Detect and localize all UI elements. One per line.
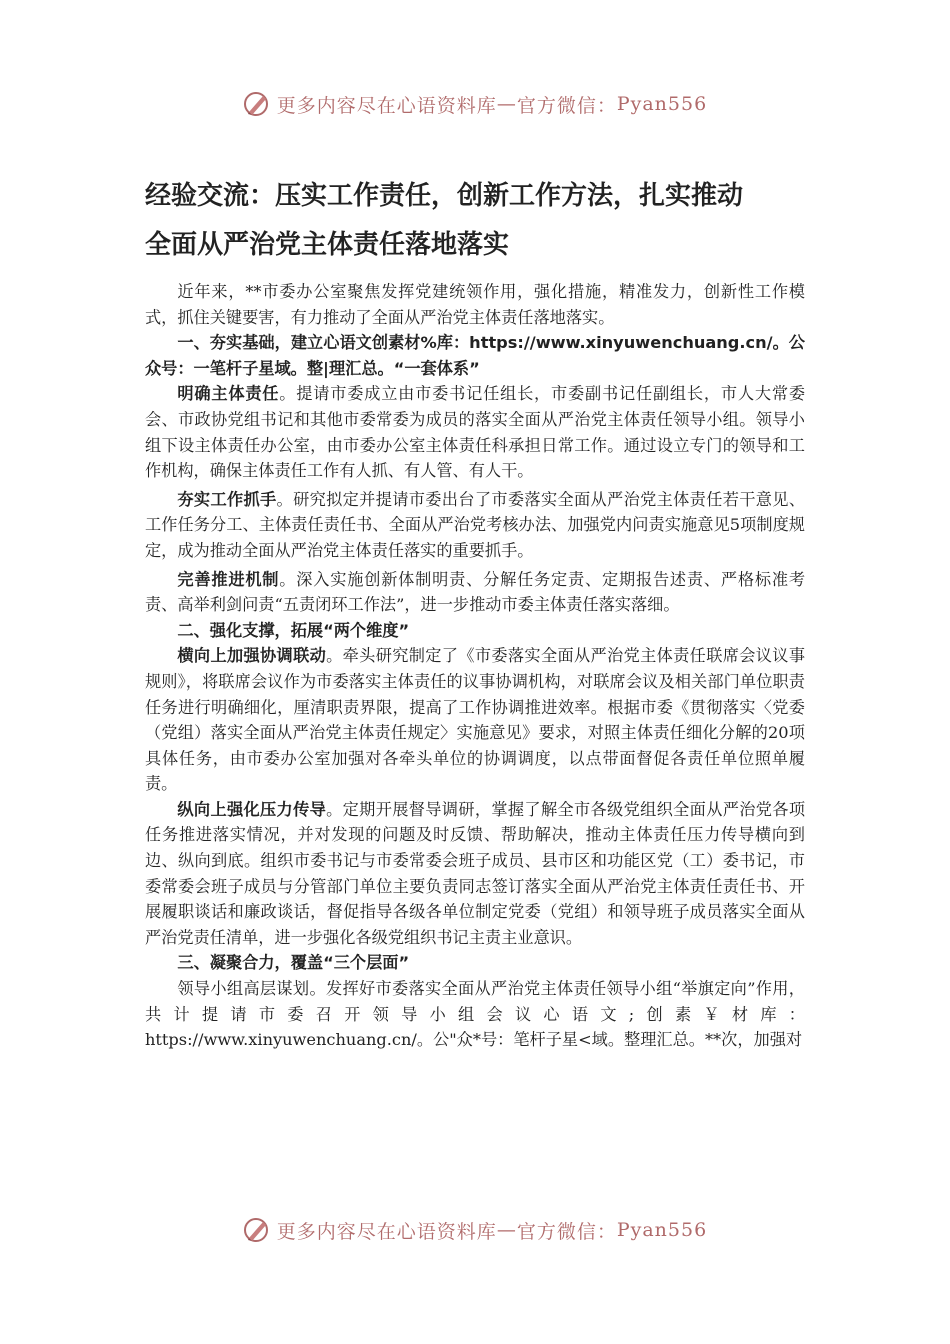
title-line-1: 经验交流：压实工作责任，创新工作方法，扎实推动 <box>145 181 744 211</box>
footer-banner[interactable] <box>0 1210 950 1250</box>
paragraph-text: 。提请市委成立由市委书记任组长，市委副书记任副组长，市人大常委会、市政协党组书记和其他市委常委为成员的落实全面从严治党主体责任领导小组。领导小组下设主体责任办公室，由市委办公室主体责任科承担日常工作。通过设立专门的领导和工作机构，确保主体责任工作有人抓、有人管、有人干。 <box>145 384 806 481</box>
lead-phrase: 明确主体责任 <box>177 384 280 404</box>
section-heading-2 <box>145 618 805 644</box>
document-body <box>145 279 805 1053</box>
banner-separator: — <box>496 93 517 115</box>
section-heading-3 <box>145 950 805 976</box>
banner-text: 更多内容尽在心语资料库 <box>276 1220 497 1243</box>
banner-text: 更多内容尽在心语资料库 <box>276 94 497 117</box>
section-heading-2-text: 二、强化支撑，拓展“两个维度” <box>177 620 410 640</box>
banner-separator: — <box>496 1219 517 1241</box>
title-line-2: 全面从严治党主体责任落地落实 <box>145 230 510 260</box>
paragraph-responsibility <box>145 381 805 483</box>
section-heading-1 <box>145 330 805 381</box>
paragraph-intro: 近年来，**市委办公室聚焦发挥党建统领作用，强化措施，精准发力，创新性工作模式，抓住关键要害，有力推动了全面从严治党主体责任落地落实。 <box>145 282 805 327</box>
lead-phrase: 纵向上强化压力传导 <box>177 799 327 819</box>
paragraph-text: 。深入实施创新体制明责、分解任务定责、定期报告述责、严格标准考责、高举利剑问责“五责闭环工作法”，进一步推动市委主体责任落实落细。 <box>145 569 806 615</box>
paragraph-tools <box>145 487 805 564</box>
paragraph-horizontal <box>145 643 805 797</box>
header-banner[interactable] <box>0 84 950 124</box>
paragraph-text: 。牵头研究制定了《市委落实全面从严治党主体责任联席会议议事规则》，将联席会议作为市委落实主体责任的议事协调机构，对联席会议及相关部门单位职责任务进行明确细化，厘清职责界限，提高了工作协调推进效率。根据市委《贯彻落实〈党委（党组）落实全面从严治党主体责任规定〉实施意见》要求，对照主体责任细化分解的20项具体任务，由市委办公室加强对各牵头单位的协调调度，以点带面督促各责任单位照单履责。 <box>145 646 806 794</box>
document-title <box>145 172 825 270</box>
lead-phrase: 横向上加强协调联动 <box>177 646 327 666</box>
banner-wechat: Pyan556 <box>616 93 708 115</box>
pen-logo-icon <box>243 1216 271 1244</box>
banner-contact: 官方微信： <box>516 94 617 117</box>
paragraph-vertical <box>145 797 805 951</box>
paragraph-text: 。定期开展督导调研，掌握了解全市各级党组织全面从严治党各项任务推进落实情况，并对发现的问题及时反馈、帮助解决，推动主体责任压力传导横向到边、纵向到底。组织市委书记与市委常委会班子成员、县市区和功能区党（工）委书记，市委常委会班子成员与分管部门单位主要负责同志签订落实全面从严治党主体责任责任书、开展履职谈话和廉政谈话，督促指导各级各单位制定党委（党组）和领导班子成员落实全面从严治党责任清单，进一步强化各级党组织书记主责主业意识。 <box>145 799 806 947</box>
section-heading-3-text: 三、凝聚合力，覆盖“三个层面” <box>177 953 410 973</box>
lead-phrase: 完善推进机制 <box>177 569 280 589</box>
section-heading-1-text: 一、夯实基础，建立心语文创素材%库：https://www.xinyuwenchuang.cn/。公众号：一笔杆子星域。整|理汇总。“一套体系” <box>145 333 805 378</box>
banner-wechat: Pyan556 <box>616 1219 708 1241</box>
banner-contact: 官方微信： <box>516 1220 617 1243</box>
paragraph-leadership: 领导小组高层谋划。发挥好市委落实全面从严治党主体责任领导小组“举旗定向”作用，共计提请市委召开领导小组会议心语文;创素￥材库：https://www.xinyuwenchuang.cn/。公"众*号：笔杆子星<域。整理汇总。**次，加强对 <box>145 979 805 1050</box>
paragraph-mechanism <box>145 567 805 618</box>
pen-logo-icon <box>243 90 271 118</box>
lead-phrase: 夯实工作抓手 <box>177 489 277 509</box>
paragraph-text: 。研究拟定并提请市委出台了市委落实全面从严治党主体责任若干意见、工作任务分工、主体责任责任书、全面从严治党考核办法、加强党内问责实施意见5项制度规定，成为推动全面从严治党主体责任落实的重要抓手。 <box>145 489 806 560</box>
